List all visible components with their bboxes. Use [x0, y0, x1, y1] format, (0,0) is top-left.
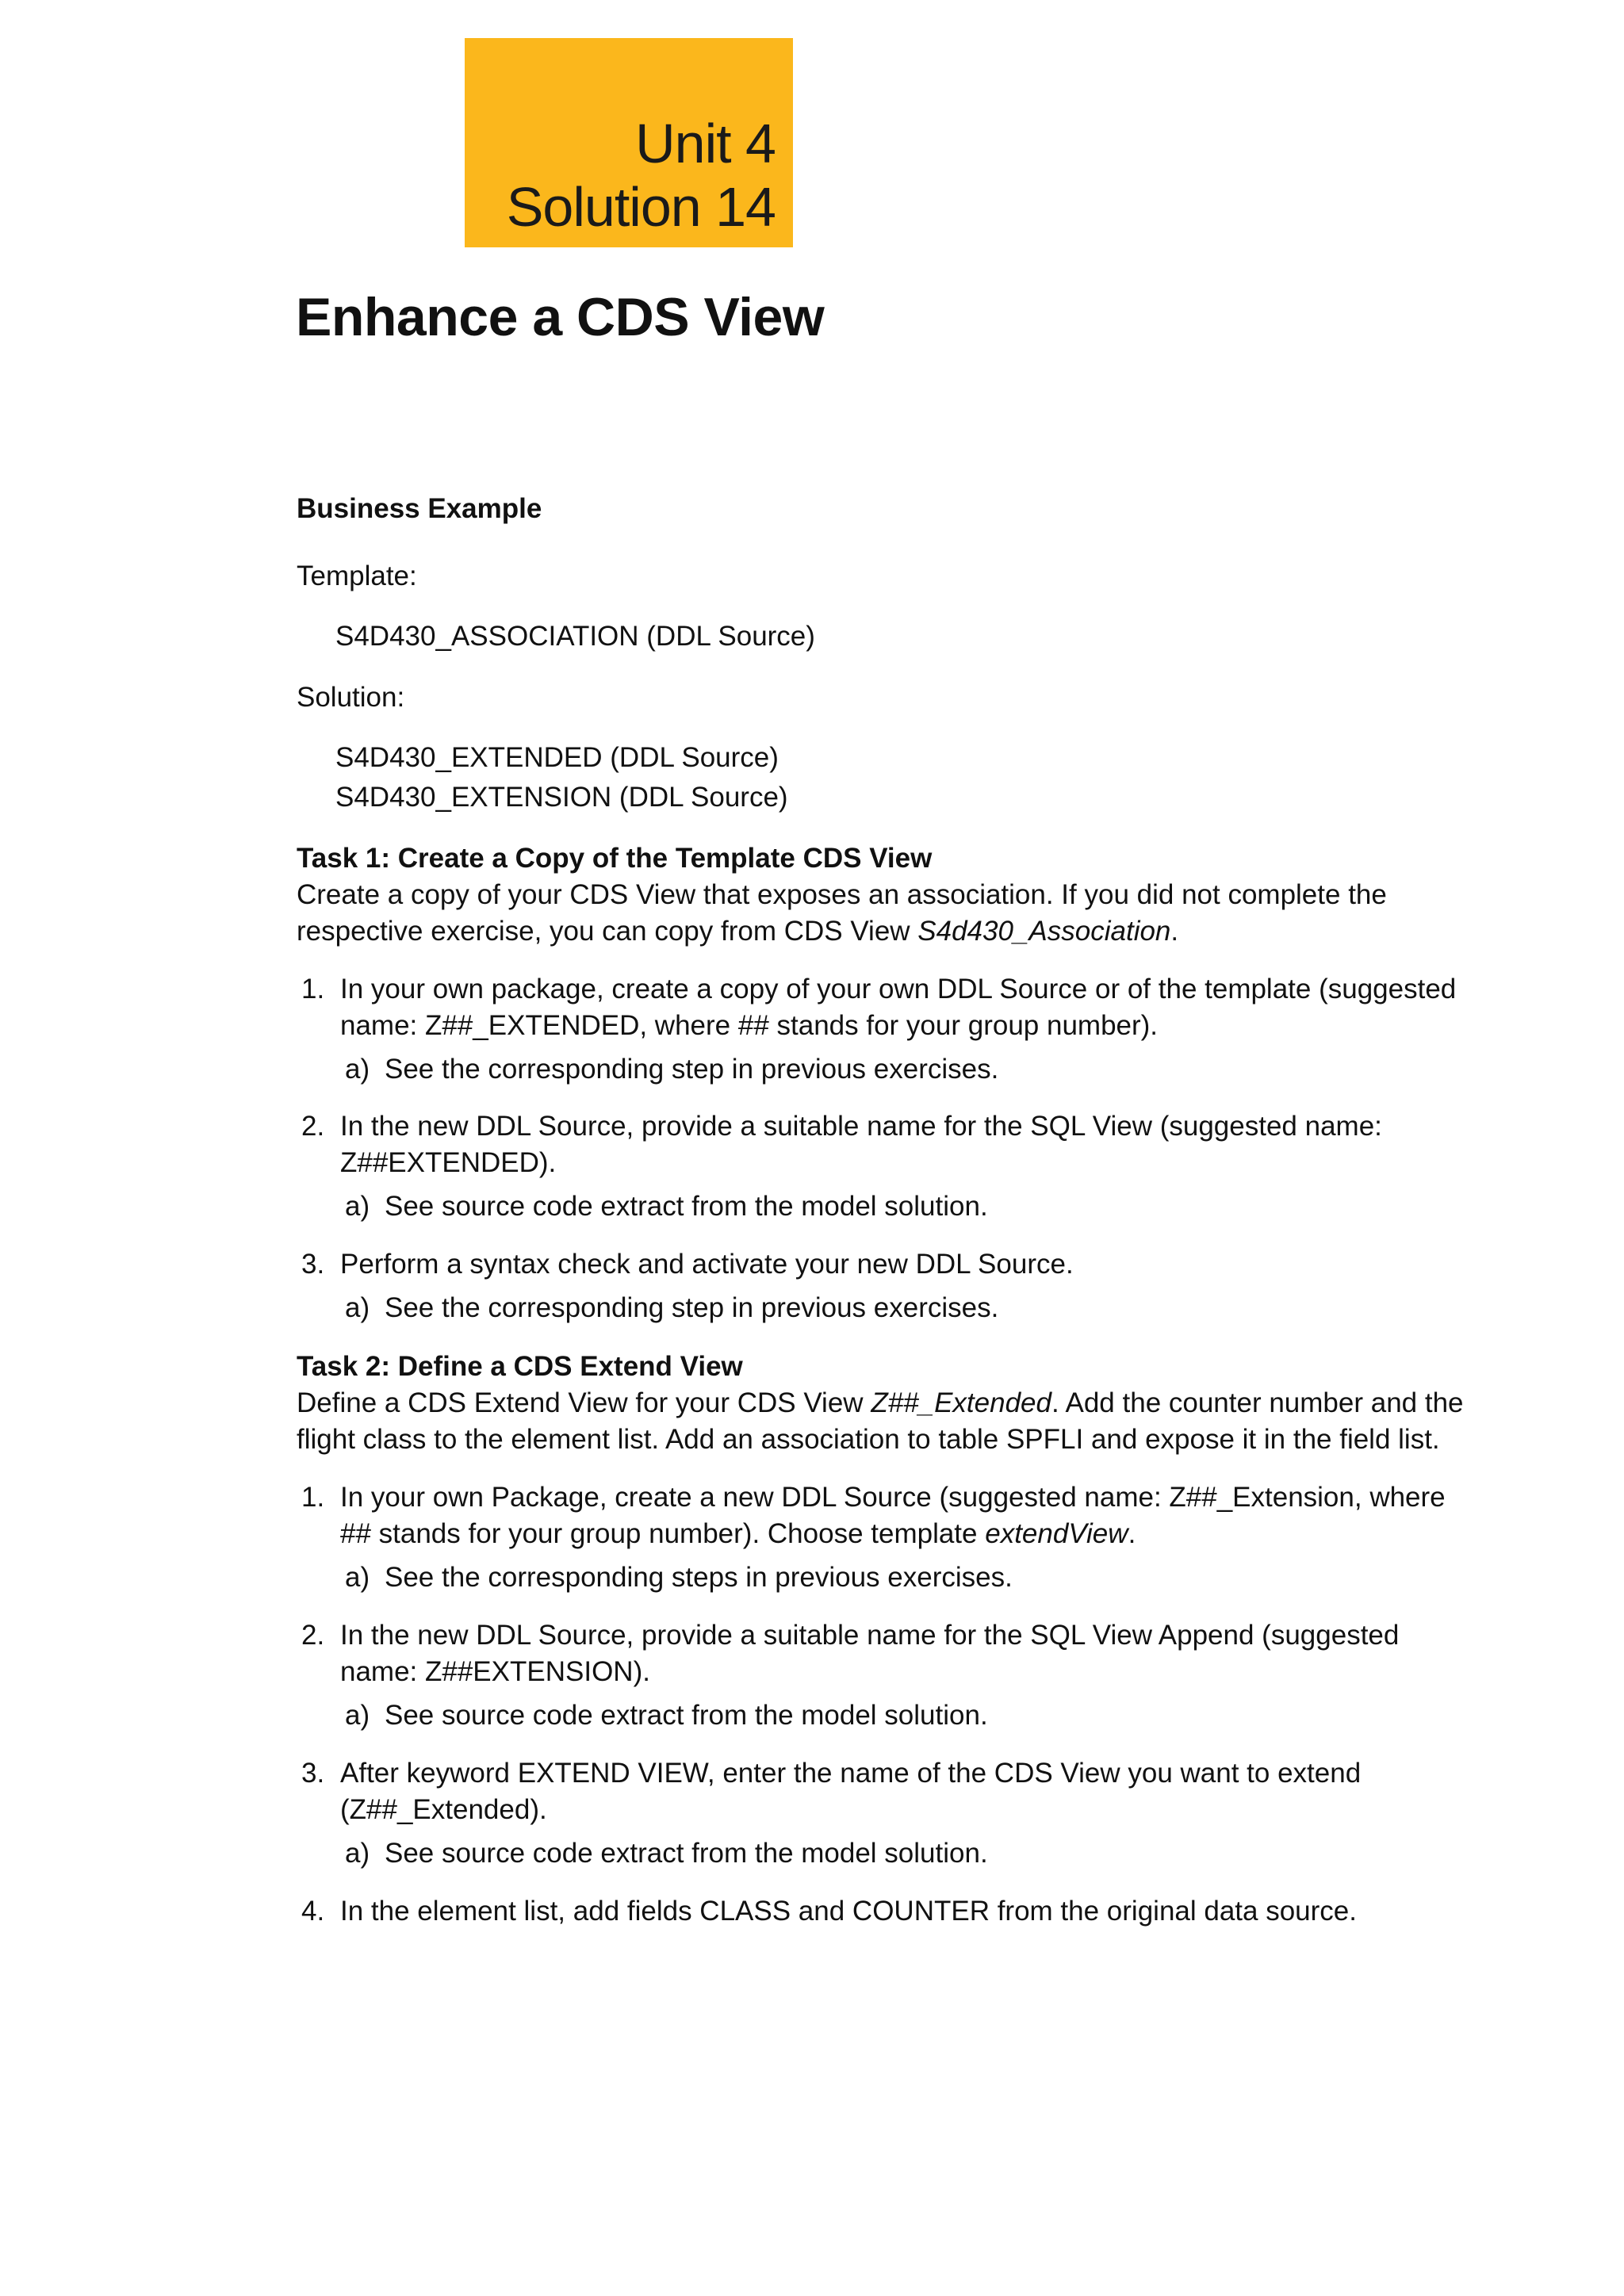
step-number: 3.	[301, 1758, 325, 1789]
substep-label: a)	[345, 1838, 370, 1869]
unit-label: Unit 4	[635, 113, 776, 174]
task1-intro-text: respective exercise, you can copy from CDS View	[297, 916, 918, 947]
step-text: name: Z##EXTENSION).	[340, 1656, 650, 1687]
step-number: 4.	[301, 1896, 325, 1927]
step-text: In the new DDL Source, provide a suitable name for the SQL View Append (suggested	[340, 1620, 1400, 1651]
step-text: In your own package, create a copy of your own DDL Source or of the template (suggested	[340, 974, 1457, 1004]
step-text-part: ## stands for your group number). Choose template	[340, 1518, 986, 1549]
step-text: (Z##_Extended).	[340, 1794, 547, 1825]
substep-text: See source code extract from the model solution.	[385, 1191, 988, 1222]
page-title-text: Enhance a CDS View	[296, 287, 825, 347]
step-text	[340, 1516, 1136, 1552]
step-text: Perform a syntax check and activate your new DDL Source.	[340, 1249, 1074, 1280]
substep-text: See source code extract from the model solution.	[385, 1700, 988, 1731]
step-text: In your own Package, create a new DDL Source (suggested name: Z##_Extension, where	[340, 1482, 1446, 1513]
step-text-italic: extendView	[985, 1518, 1128, 1549]
unit-banner	[465, 38, 793, 247]
substep-text: See the corresponding step in previous exercises.	[385, 1054, 999, 1085]
step-text: After keyword EXTEND VIEW, enter the name of the CDS View you want to extend	[340, 1758, 1362, 1789]
solution-label: Solution 14	[506, 176, 776, 238]
step-number: 2.	[301, 1620, 325, 1651]
step-text: name: Z##_EXTENDED, where ## stands for your group number).	[340, 1010, 1159, 1041]
template-value: S4D430_ASSOCIATION (DDL Source)	[335, 621, 815, 652]
step-number: 3.	[301, 1249, 325, 1280]
template-label: Template:	[297, 561, 417, 591]
step-text: In the new DDL Source, provide a suitable name for the SQL View (suggested name:	[340, 1111, 1382, 1142]
substep-label: a)	[345, 1562, 370, 1593]
step-text: In the element list, add fields CLASS and COUNTER from the original data source.	[340, 1896, 1357, 1927]
substep-text: See the corresponding steps in previous exercises.	[385, 1562, 1013, 1593]
task2-intro-text: Define a CDS Extend View for your CDS View	[297, 1387, 871, 1418]
step-text: Z##EXTENDED).	[340, 1147, 557, 1178]
task1-intro	[297, 913, 1178, 950]
step-text-end: .	[1128, 1518, 1136, 1549]
page-title	[296, 286, 824, 348]
task1-intro: Create a copy of your CDS View that exposes an association. If you did not complete the	[297, 879, 1387, 910]
substep-text: See the corresponding step in previous exercises.	[385, 1292, 999, 1323]
step-number: 1.	[301, 974, 325, 1004]
substep-text: See source code extract from the model solution.	[385, 1838, 988, 1869]
business-example-heading: Business Example	[297, 493, 542, 524]
task1-heading: Task 1: Create a Copy of the Template CDS View	[297, 843, 933, 874]
solution-label-text: Solution:	[297, 682, 405, 713]
solution-value: S4D430_EXTENSION (DDL Source)	[335, 782, 788, 813]
substep-label: a)	[345, 1700, 370, 1731]
task1-intro-italic: S4d430_Association	[917, 916, 1171, 947]
task2-heading: Task 2: Define a CDS Extend View	[297, 1351, 743, 1382]
task2-intro-italic: Z##_Extended	[871, 1387, 1051, 1418]
task2-intro	[297, 1385, 1464, 1422]
substep-label: a)	[345, 1292, 370, 1323]
task2-intro-end: . Add the counter number and the	[1051, 1387, 1464, 1418]
substep-label: a)	[345, 1191, 370, 1222]
substep-label: a)	[345, 1054, 370, 1085]
task1-intro-end: .	[1170, 916, 1179, 947]
step-number: 1.	[301, 1482, 325, 1513]
task2-intro: flight class to the element list. Add an association to table SPFLI and expose it in the field list.	[297, 1424, 1440, 1455]
step-number: 2.	[301, 1111, 325, 1142]
solution-value: S4D430_EXTENDED (DDL Source)	[335, 742, 779, 773]
